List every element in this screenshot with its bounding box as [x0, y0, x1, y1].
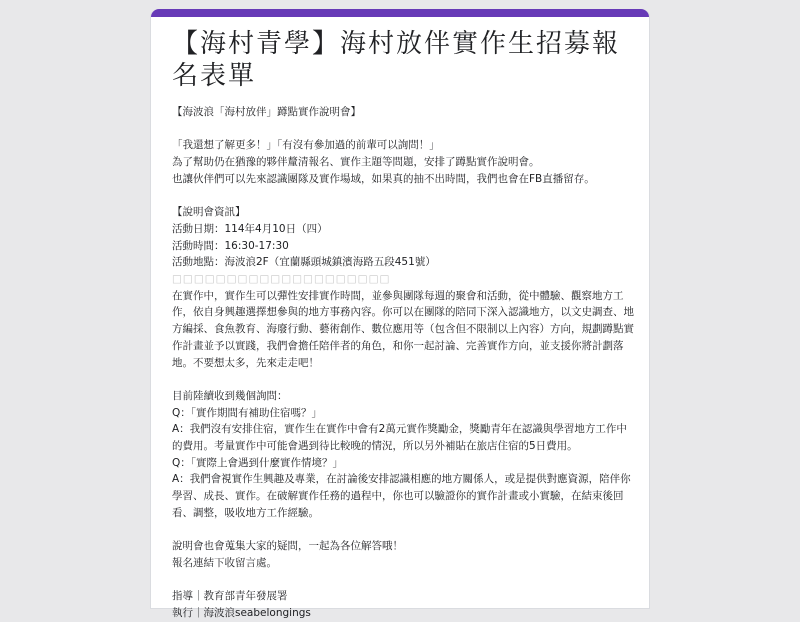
description-line: Q：「實作期間有補助住宿嗎？」	[172, 406, 323, 419]
description-line: □□□□□□□□□□□□□□□□□□□□	[172, 273, 391, 285]
form-header-content	[172, 28, 634, 622]
form-description	[172, 104, 634, 622]
description-line: 活動日期：114年4月10日（四）	[172, 222, 328, 235]
description-line: 【說明會資訊】	[172, 206, 246, 219]
description-blank-line	[172, 522, 634, 539]
description-line: 「我還想了解更多！」「有沒有參加過的前輩可以詢問！」	[172, 139, 440, 152]
description-line: 也讓伙伴們可以先來認識團隊及實作場域，如果真的抽不出時間，我們也會在FB直播留存。	[172, 172, 595, 185]
description-line: 說明會也會蒐集大家的疑問，一起為各位解答哦！	[172, 540, 403, 553]
description-blank-line	[172, 121, 634, 138]
description-line: 目前陸續收到幾個詢問：	[172, 389, 288, 402]
description-line: 【海波浪「海村放伴」蹲點實作說明會】	[172, 106, 361, 118]
description-line: A：我們會視實作生興趣及專業，在討論後安排認識相應的地方關係人，或是提供對應資源，陪伴你學習、成長、實作。在破解實作任務的過程中，你也可以驗證你的實作計畫或小實驗，在結束後回看、調整，吸收地方工作經驗。	[172, 473, 631, 519]
description-line: 指導｜教育部青年發展署	[172, 590, 288, 603]
description-line: 活動地點：海波浪2F（宜蘭縣頭城鎮濱海路五段451號）	[172, 256, 436, 269]
description-line: 報名連結下收留言處。	[172, 556, 277, 569]
description-line: Q：「實際上會遇到什麼實作情境？」	[172, 456, 344, 469]
description-line: 在實作中，實作生可以彈性安排實作時間，並參與團隊每週的聚會和活動，從中體驗、觀察地方工作，依自身興趣選擇想參與的地方事務內容。你可以在團隊的陪同下深入認識地方，以文史調查、地方編採、食魚教育、海廢行動、藝術創作、數位應用等（包含但不限制以上內容）方向，規劃蹲點實作計畫並予以實踐，我們會擔任陪伴者的角色，和你一起討論、完善實作方向，並支援你將計劃落地。不要想太多，先來走走吧！	[172, 289, 634, 369]
description-line: 為了幫助仍在猶豫的夥伴釐清報名、實作主題等問題，安排了蹲點實作說明會。	[172, 156, 540, 169]
description-blank-line	[172, 572, 634, 589]
description-blank-line	[172, 188, 634, 205]
description-line: 執行｜海波浪seabelongings	[172, 607, 311, 620]
form-title: 【海村青學】海村放伴實作生招募報名表單	[172, 29, 621, 91]
description-blank-line	[172, 371, 634, 388]
description-line: 活動時間：16:30-17:30	[172, 239, 289, 252]
description-line: A：我們沒有安排住宿，實作生在實作中會有2萬元實作獎勵金，獎勵青年在認識與學習地方工作中的費用。考量實作中可能會遇到待比較晚的情況，所以另外補貼在旅店住宿的5日費用。	[172, 423, 627, 453]
form-accent-bar	[151, 9, 649, 17]
form-header-card	[150, 9, 650, 620]
